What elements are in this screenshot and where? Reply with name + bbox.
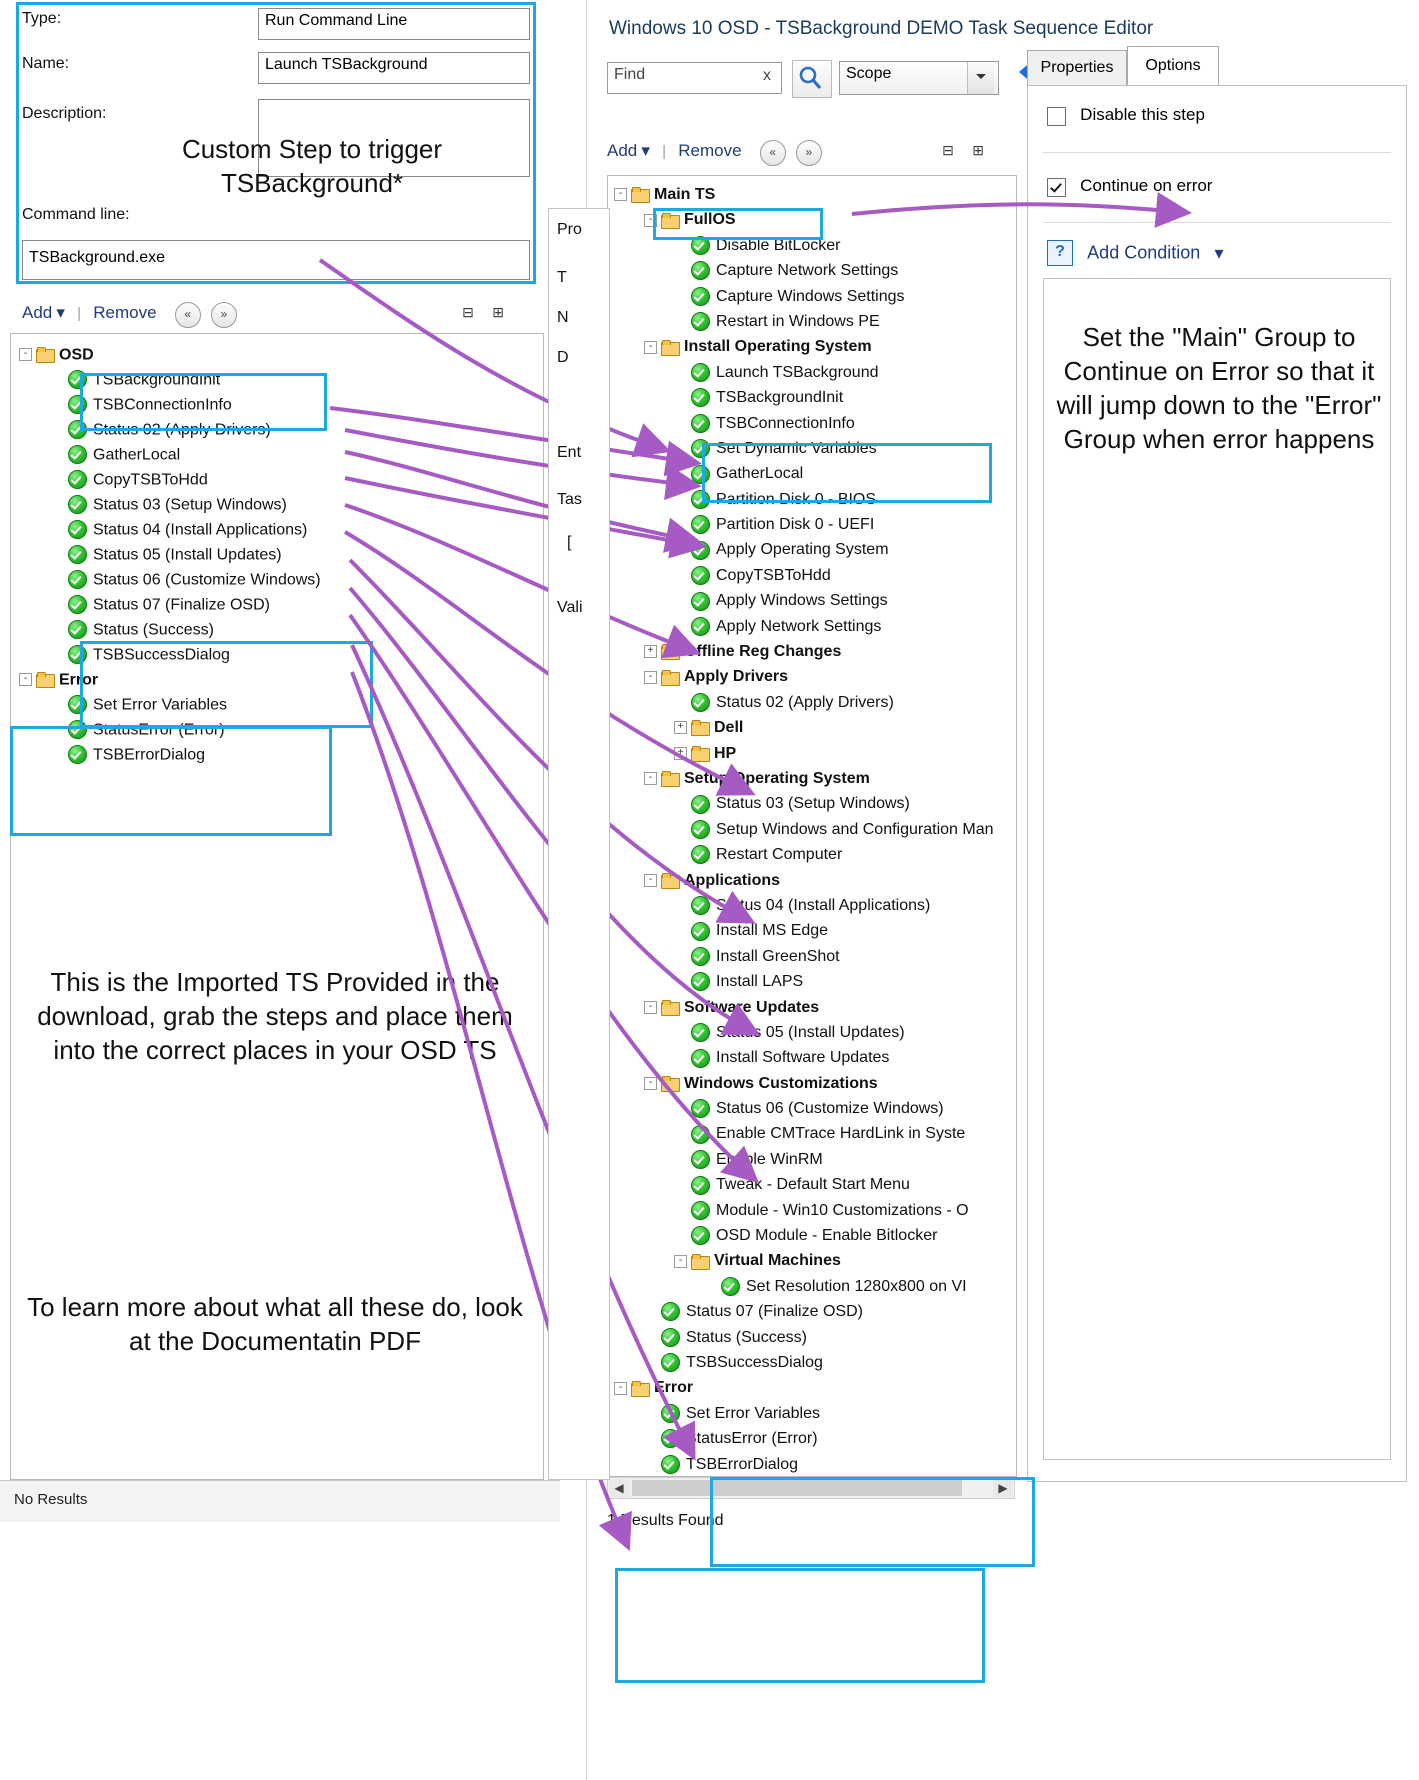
tree-node-label: Partition Disk 0 - BIOS <box>716 490 877 508</box>
tree-node-label: Install GreenShot <box>716 947 840 965</box>
tree-node-label: TSBackgroundInit <box>716 389 844 407</box>
tree-node-label: Status 07 (Finalize OSD) <box>93 596 270 614</box>
tree-node-label: GatherLocal <box>93 446 181 464</box>
tree-step-row[interactable] <box>19 642 539 667</box>
tab-options[interactable]: Options <box>1127 46 1219 86</box>
tree-node-label: Virtual Machines <box>714 1252 841 1270</box>
tree-step-row[interactable] <box>614 1020 1016 1045</box>
commandline-field[interactable]: TSBackground.exe <box>22 240 530 280</box>
tree-step-row[interactable] <box>19 442 539 467</box>
enabled-check-icon <box>68 520 87 539</box>
tree-node-label: Install Operating System <box>684 338 872 356</box>
collapse-icon[interactable]: - <box>644 1077 657 1090</box>
add-condition-label[interactable]: Add Condition <box>1087 242 1201 263</box>
tree-node-label: Status 03 (Setup Windows) <box>716 795 910 813</box>
tree-node-label: Dell <box>714 719 744 737</box>
tree-group-row[interactable] <box>19 342 539 367</box>
tree-group-row[interactable] <box>614 741 1016 766</box>
tree-node-label: GatherLocal <box>716 465 804 483</box>
toolbar-divider: | <box>77 305 82 322</box>
enabled-check-icon <box>68 745 87 764</box>
enabled-check-icon <box>68 695 87 714</box>
tree-step-row[interactable] <box>614 360 1016 385</box>
folder-icon <box>661 670 679 685</box>
tree-step-row[interactable] <box>19 517 539 542</box>
tree-node-label: OSD Module - Enable Bitlocker <box>716 1227 938 1245</box>
collapse-icon[interactable]: - <box>614 1382 627 1395</box>
tree-node-label: Apply Windows Settings <box>716 592 888 610</box>
enabled-check-icon <box>661 1328 680 1347</box>
left-status-text: No Results <box>14 1491 88 1508</box>
tree-step-row[interactable] <box>614 309 1016 334</box>
tree-step-row[interactable] <box>614 1274 1016 1299</box>
tree-group-row[interactable] <box>614 1071 1016 1096</box>
enabled-check-icon <box>691 820 710 839</box>
search-icon[interactable] <box>792 60 832 98</box>
tree-group-row[interactable] <box>614 715 1016 740</box>
background-dialog-sliver <box>548 208 610 1480</box>
enabled-check-icon <box>691 388 710 407</box>
tree-node-label: Status 05 (Install Updates) <box>716 1023 905 1041</box>
expand-all-icon-right[interactable]: ⊞ <box>972 142 985 158</box>
right-status-text: 1 Results Found <box>607 1512 724 1529</box>
enabled-check-icon <box>661 1455 680 1474</box>
enabled-check-icon <box>691 414 710 433</box>
tree-node-label: Status 05 (Install Updates) <box>93 546 282 564</box>
enabled-check-icon <box>68 595 87 614</box>
tree-node-label: Status 03 (Setup Windows) <box>93 496 287 514</box>
enabled-check-icon <box>68 495 87 514</box>
tree-step-row[interactable] <box>614 537 1016 562</box>
tree-group-row[interactable] <box>614 182 1016 207</box>
tree-node-label: TSBErrorDialog <box>93 746 206 764</box>
move-down-icon[interactable]: » <box>211 302 237 328</box>
scope-dropdown[interactable]: Scope <box>839 61 999 95</box>
collapse-icon[interactable]: - <box>644 341 657 354</box>
tree-step-row[interactable] <box>19 542 539 567</box>
tree-node-label: Offline Reg Changes <box>684 643 842 661</box>
type-field[interactable]: Run Command Line <box>258 8 530 40</box>
tree-node-label: Error <box>59 671 99 689</box>
left-status-bar <box>0 1480 560 1522</box>
scroll-right-button[interactable]: ▶ <box>993 1479 1013 1497</box>
tree-node-label: Install MS Edge <box>716 922 829 940</box>
tree-step-row[interactable] <box>19 417 539 442</box>
annotation-imported-ts: This is the Imported TS Provided in the download, grab the steps and place them into the correct places in your OSD TS <box>37 967 513 1065</box>
toolbar-divider-right: | <box>662 143 667 160</box>
expand-icon[interactable]: + <box>674 747 687 760</box>
add-caret-icon-right[interactable]: ▾ <box>641 141 650 160</box>
enabled-check-icon <box>661 1404 680 1423</box>
folder-icon <box>661 1000 679 1015</box>
disable-step-checkbox[interactable] <box>1047 107 1066 126</box>
tree-node-label: TSBConnectionInfo <box>93 396 232 414</box>
enabled-check-icon <box>691 566 710 585</box>
tree-node-label: Tweak - Default Start Menu <box>716 1176 910 1194</box>
tree-node-label: Module - Win10 Customizations - O <box>716 1201 969 1219</box>
enabled-check-icon <box>68 420 87 439</box>
tree-group-row[interactable] <box>614 334 1016 359</box>
help-icon[interactable]: ? <box>1047 240 1073 266</box>
enabled-check-icon <box>691 845 710 864</box>
expand-all-icon[interactable]: ⊞ <box>492 304 505 320</box>
enabled-check-icon <box>691 1176 710 1195</box>
enabled-check-icon <box>691 1201 710 1220</box>
right-tree-container[interactable] <box>607 175 1017 1477</box>
tree-node-label: Setup Windows and Configuration Man <box>716 820 994 838</box>
tree-step-row[interactable] <box>614 969 1016 994</box>
tree-node-label: Enable WinRM <box>716 1150 823 1168</box>
tree-node-label: HP <box>714 744 737 762</box>
disable-step-row[interactable] <box>1047 105 1387 135</box>
tree-step-row[interactable] <box>614 1121 1016 1146</box>
tree-step-row[interactable] <box>614 690 1016 715</box>
enabled-check-icon <box>68 620 87 639</box>
remove-button[interactable]: Remove <box>93 303 157 322</box>
move-up-icon-right[interactable]: « <box>760 140 786 166</box>
collapse-all-icon[interactable]: ⊟ <box>462 304 474 320</box>
collapse-icon[interactable]: - <box>19 673 32 686</box>
add-caret-icon[interactable]: ▾ <box>56 303 65 322</box>
tree-node-label: TSBConnectionInfo <box>716 414 855 432</box>
enabled-check-icon <box>691 795 710 814</box>
right-toolbar <box>607 140 822 166</box>
tree-node-label: Status 04 (Install Applications) <box>93 521 308 539</box>
tree-node-label: Capture Windows Settings <box>716 287 905 305</box>
tree-step-row[interactable] <box>614 1172 1016 1197</box>
tree-step-row[interactable] <box>19 692 539 717</box>
scroll-left-button[interactable]: ◀ <box>609 1479 629 1497</box>
tree-step-row[interactable] <box>614 461 1016 486</box>
collapse-icon[interactable]: - <box>644 1001 657 1014</box>
tree-node-label: Launch TSBackground <box>716 363 879 381</box>
tree-step-row[interactable] <box>614 1452 1016 1477</box>
tree-node-label: Set Resolution 1280x800 on VI <box>746 1277 967 1295</box>
tree-group-row[interactable] <box>614 207 1016 232</box>
tree-node-label: StatusError (Error) <box>686 1430 818 1448</box>
enabled-check-icon <box>691 1023 710 1042</box>
enabled-check-icon <box>661 1302 680 1321</box>
continue-on-error-checkbox[interactable] <box>1047 178 1066 197</box>
enabled-check-icon <box>691 922 710 941</box>
tree-node-label: Set Error Variables <box>686 1404 820 1422</box>
move-down-icon-right[interactable]: » <box>796 140 822 166</box>
tree-node-label: Status (Success) <box>686 1328 807 1346</box>
name-field[interactable]: Launch TSBackground <box>258 52 530 84</box>
tree-node-label: Apply Drivers <box>684 668 789 686</box>
enabled-check-icon <box>68 395 87 414</box>
enabled-check-icon <box>691 1125 710 1144</box>
disable-step-label: Disable this step <box>1080 105 1205 124</box>
enabled-check-icon <box>661 1353 680 1372</box>
folder-icon <box>661 1076 679 1091</box>
tree-step-row[interactable] <box>614 1401 1016 1426</box>
tree-step-row[interactable] <box>614 791 1016 816</box>
tree-node-label: Restart in Windows PE <box>716 313 880 331</box>
find-input[interactable]: Find x <box>607 62 782 94</box>
tree-node-label: Restart Computer <box>716 846 843 864</box>
tree-node-label: FullOS <box>684 211 736 229</box>
tree-node-label: Status 04 (Install Applications) <box>716 897 931 914</box>
tree-step-row[interactable] <box>614 563 1016 588</box>
tree-step-row[interactable] <box>614 1223 1016 1248</box>
bg-dialog-label-pro: Pro <box>557 221 582 238</box>
enabled-check-icon <box>68 720 87 739</box>
tree-step-row[interactable] <box>614 817 1016 842</box>
tree-step-row[interactable] <box>614 944 1016 969</box>
tree-node-label: Status 02 (Apply Drivers) <box>716 693 894 711</box>
enabled-check-icon <box>691 261 710 280</box>
enabled-check-icon <box>691 592 710 611</box>
bg-dialog-label-bracket: [ <box>567 534 572 551</box>
add-condition-caret-icon[interactable]: ▾ <box>1214 242 1224 263</box>
tree-node-label: Apply Operating System <box>716 541 889 559</box>
tree-group-row[interactable] <box>614 766 1016 791</box>
bg-dialog-label-tas: Tas <box>557 491 582 508</box>
tree-step-row[interactable] <box>19 742 539 767</box>
tree-step-row[interactable] <box>19 392 539 417</box>
folder-icon <box>661 873 679 888</box>
folder-icon <box>691 746 709 761</box>
window-title: Windows 10 OSD - TSBackground DEMO Task Sequence Editor <box>609 18 1154 39</box>
tree-node-label: CopyTSBToHdd <box>716 566 831 584</box>
left-toolbar-right-icons <box>455 300 511 324</box>
tree-step-row[interactable] <box>19 467 539 492</box>
tab-properties[interactable]: Properties <box>1027 50 1127 86</box>
enabled-check-icon <box>691 312 710 331</box>
enabled-check-icon <box>691 515 710 534</box>
enabled-check-icon <box>691 287 710 306</box>
remove-button-right[interactable]: Remove <box>678 141 742 160</box>
move-up-icon[interactable]: « <box>175 302 201 328</box>
folder-icon <box>36 672 54 687</box>
chevron-down-icon[interactable] <box>967 62 994 94</box>
enabled-check-icon <box>691 972 710 991</box>
folder-icon <box>631 187 649 202</box>
tree-group-row[interactable] <box>614 1248 1016 1273</box>
enabled-check-icon <box>691 1226 710 1245</box>
tree-step-row[interactable] <box>614 411 1016 436</box>
tree-node-label: Disable BitLocker <box>716 236 841 254</box>
add-condition-row[interactable] <box>1047 240 1387 274</box>
annotation-continue-on-error: Set the "Main" Group to Continue on Error so that it will jump down to the "Error" Group when error happens <box>1056 322 1382 454</box>
tree-step-row[interactable] <box>614 233 1016 258</box>
tree-step-row[interactable] <box>614 258 1016 283</box>
continue-on-error-label: Continue on error <box>1080 176 1213 195</box>
add-button[interactable]: Add <box>22 303 53 322</box>
tree-step-row[interactable] <box>614 1299 1016 1324</box>
tree-step-row[interactable] <box>614 436 1016 461</box>
add-button-right[interactable]: Add <box>607 141 638 160</box>
folder-icon <box>691 720 709 735</box>
tree-node-label: Set Error Variables <box>93 696 227 714</box>
folder-icon <box>661 644 679 659</box>
bg-dialog-label-d: D <box>557 349 569 366</box>
tree-node-label: Apply Network Settings <box>716 617 882 635</box>
tree-step-row[interactable] <box>19 492 539 517</box>
name-label: Name: <box>22 55 70 72</box>
enabled-check-icon <box>691 490 710 509</box>
tree-node-label: TSBErrorDialog <box>686 1455 799 1473</box>
enabled-check-icon <box>661 1429 680 1448</box>
collapse-icon[interactable]: - <box>614 188 627 201</box>
tree-group-row[interactable] <box>614 995 1016 1020</box>
tree-node-label: StatusError (Error) <box>93 721 225 739</box>
clear-icon[interactable]: x <box>763 67 771 84</box>
tree-node-label: Setup Operating System <box>684 770 870 788</box>
enabled-check-icon <box>68 545 87 564</box>
tree-node-label: TSBackgroundInit <box>93 371 221 389</box>
enabled-check-icon <box>691 1099 710 1118</box>
tree-step-row[interactable] <box>614 1096 1016 1121</box>
left-tree[interactable] <box>19 342 539 767</box>
tree-node-label: OSD <box>59 346 94 364</box>
continue-on-error-row[interactable] <box>1047 176 1387 206</box>
enabled-check-icon <box>691 1150 710 1169</box>
tree-step-row[interactable] <box>614 284 1016 309</box>
tree-node-label: Status (Success) <box>93 621 214 639</box>
tree-node-label: Status 07 (Finalize OSD) <box>686 1303 863 1321</box>
enabled-check-icon <box>691 693 710 712</box>
tree-node-label: Main TS <box>654 186 716 204</box>
tree-group-row[interactable] <box>614 868 1016 893</box>
description-label: Description: <box>22 105 107 122</box>
tree-node-label: Set Dynamic Variables <box>716 439 877 457</box>
tree-step-row[interactable] <box>19 717 539 742</box>
tree-group-row[interactable] <box>614 664 1016 689</box>
tree-node-label: Install LAPS <box>716 973 804 991</box>
tree-step-row[interactable] <box>614 1325 1016 1350</box>
folder-icon <box>36 347 54 362</box>
collapse-icon[interactable]: - <box>644 671 657 684</box>
expand-icon[interactable]: + <box>674 721 687 734</box>
tree-step-row[interactable] <box>614 385 1016 410</box>
enabled-check-icon <box>68 645 87 664</box>
tree-step-row[interactable] <box>614 842 1016 867</box>
bg-dialog-label-n: N <box>557 309 569 326</box>
folder-icon <box>631 1381 649 1396</box>
enabled-check-icon <box>691 465 710 484</box>
tree-step-row[interactable] <box>19 567 539 592</box>
enabled-check-icon <box>691 439 710 458</box>
enabled-check-icon <box>691 947 710 966</box>
bg-dialog-label-ent: Ent <box>557 444 582 461</box>
tree-step-row[interactable] <box>614 588 1016 613</box>
right-toolbar-icons <box>935 138 991 162</box>
annotation-custom-step: Custom Step to trigger TSBackground* <box>181 134 443 198</box>
tree-node-label: Status 02 (Apply Drivers) <box>93 421 271 439</box>
tree-step-row[interactable] <box>614 918 1016 943</box>
tree-node-label: TSBSuccessDialog <box>686 1354 823 1372</box>
tree-node-label: Windows Customizations <box>684 1074 878 1092</box>
collapse-icon[interactable]: - <box>19 348 32 361</box>
bg-dialog-label-t: T <box>557 269 567 286</box>
tree-node-label: Capture Network Settings <box>716 262 899 280</box>
tree-step-row[interactable] <box>19 592 539 617</box>
tree-group-row[interactable] <box>614 1375 1016 1400</box>
options-divider-2 <box>1043 222 1391 223</box>
left-toolbar <box>22 302 237 328</box>
tree-step-row[interactable] <box>614 1350 1016 1375</box>
properties-panel-left <box>0 0 590 1780</box>
tree-node-label: TSBSuccessDialog <box>93 646 230 664</box>
tree-node-label: CopyTSBToHdd <box>93 471 208 489</box>
horizontal-scrollbar[interactable] <box>607 1477 1015 1499</box>
folder-icon <box>661 771 679 786</box>
tree-step-row[interactable] <box>614 1045 1016 1070</box>
collapse-all-icon-right[interactable]: ⊟ <box>942 142 954 158</box>
tree-node-label: Status 06 (Customize Windows) <box>93 571 321 589</box>
tree-node-label: Applications <box>684 871 781 889</box>
tree-node-label: Partition Disk 0 - UEFI <box>716 516 875 534</box>
folder-icon <box>691 1254 709 1269</box>
enabled-check-icon <box>68 445 87 464</box>
tree-node-label: Enable CMTrace HardLink in Syste <box>716 1125 966 1143</box>
enabled-check-icon <box>691 617 710 636</box>
tree-step-row[interactable] <box>614 893 1016 918</box>
tree-step-row[interactable] <box>614 487 1016 512</box>
tree-step-row[interactable] <box>614 512 1016 537</box>
enabled-check-icon <box>68 470 87 489</box>
enabled-check-icon <box>691 236 710 255</box>
enabled-check-icon <box>691 541 710 560</box>
left-bottom-blank <box>0 1522 560 1780</box>
collapse-icon[interactable]: - <box>674 1255 687 1268</box>
tree-step-row[interactable] <box>19 367 539 392</box>
tree-group-row[interactable] <box>19 667 539 692</box>
search-glyph <box>793 61 829 95</box>
expand-icon[interactable]: + <box>644 645 657 658</box>
tree-step-row[interactable] <box>614 1426 1016 1451</box>
folder-icon <box>661 340 679 355</box>
tree-node-label: Status 06 (Customize Windows) <box>716 1100 944 1118</box>
tree-step-row[interactable] <box>19 617 539 642</box>
commandline-label: Command line: <box>22 206 130 223</box>
tree-step-row[interactable] <box>614 1198 1016 1223</box>
annotation-learn-more: To learn more about what all these do, look at the Documentatin PDF <box>27 1292 523 1356</box>
right-tree[interactable] <box>614 182 1016 1477</box>
enabled-check-icon <box>691 1049 710 1068</box>
tree-node-label: Install Software Updates <box>716 1049 890 1067</box>
collapse-icon[interactable]: - <box>644 772 657 785</box>
collapse-icon[interactable]: - <box>644 874 657 887</box>
task-sequence-editor-window <box>586 0 1419 1780</box>
tree-node-label: Error <box>654 1379 694 1397</box>
enabled-check-icon <box>691 896 710 915</box>
enabled-check-icon <box>68 570 87 589</box>
bg-dialog-label-vali: Vali <box>557 599 583 616</box>
scrollbar-thumb[interactable] <box>632 1480 962 1496</box>
enabled-check-icon <box>721 1277 740 1296</box>
enabled-check-icon <box>691 363 710 382</box>
tree-step-row[interactable] <box>614 1147 1016 1172</box>
collapse-icon[interactable]: - <box>644 214 657 227</box>
folder-icon <box>661 213 679 228</box>
tree-group-row[interactable] <box>614 639 1016 664</box>
tree-step-row[interactable] <box>614 614 1016 639</box>
enabled-check-icon <box>68 370 87 389</box>
tree-node-label: Software Updates <box>684 998 820 1016</box>
type-label: Type: <box>22 10 62 27</box>
options-divider-1 <box>1043 152 1391 153</box>
